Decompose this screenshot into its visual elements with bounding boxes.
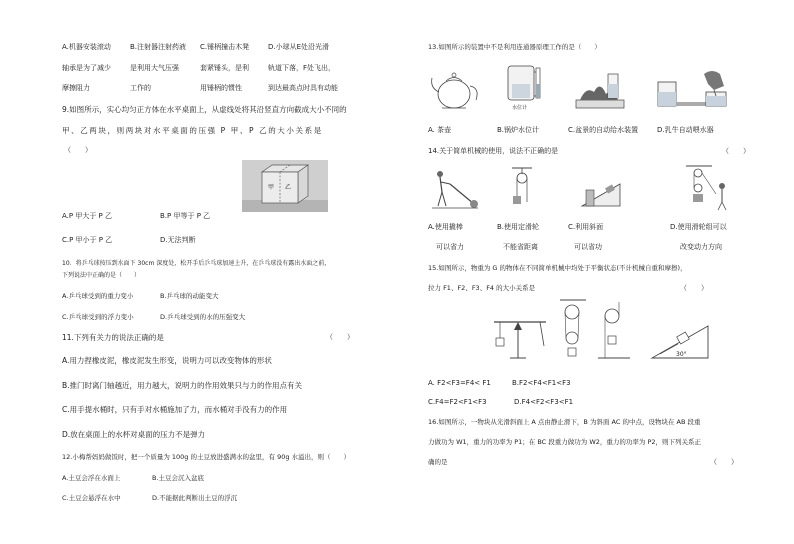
q15-option-a: A. F2<F3=F4< F1 xyxy=(428,379,491,387)
q8-option-d-line3: 到达最高点时具有动能 xyxy=(268,84,338,92)
q16-stem-line1: 16.如图所示，一物块从光滑斜面上 A 点由静止滑下，B 为斜面 AC 的中点，设物块在 AB 段重 xyxy=(428,418,701,426)
q10-stem-line2: 下列说法中正确的是（ ） xyxy=(62,272,141,279)
q10-option-d: D.乒乓球受到的水的压强变大 xyxy=(160,313,246,321)
q9-label-yi: 乙 xyxy=(285,184,292,191)
q14-option-c-line2: 可以省功 xyxy=(574,243,602,251)
q9-option-d: D.无法判断 xyxy=(160,236,196,244)
q15-pulley2-figure xyxy=(596,298,632,362)
q14-option-a-line2: 可以省力 xyxy=(436,243,464,251)
q9-label-jia: 甲 xyxy=(268,184,275,191)
q9-option-b: B.P 甲等于 P 乙 xyxy=(160,212,211,220)
q11-option-b: B.推门时离门轴越近，用力越大，说明力的作用效果只与力的作用点有关 xyxy=(62,381,303,390)
q10-option-c: C.乒乓球受到的浮力变小 xyxy=(62,313,134,321)
teapot-figure xyxy=(430,64,482,114)
q14-answer-paren: （ ） xyxy=(722,147,750,155)
q14-option-d-line1: D.使用滑轮组可以 xyxy=(670,223,727,231)
q13-stem: 13.如图所示的装置中不是利用连通器原理工作的是（ ） xyxy=(428,43,601,51)
q15-option-c: C.F4=F2<F1<F3 xyxy=(428,398,487,406)
q11-option-d: D.放在桌面上的水杯对桌面的压力不是弹力 xyxy=(62,430,206,439)
q14-option-b-line2: 不能省距离 xyxy=(503,243,538,251)
q16-stem-line3: 确的是 xyxy=(428,458,448,466)
q10-option-b: B.乒乓球的动能变大 xyxy=(160,292,219,300)
q13-figure-label: 水位计 xyxy=(512,105,528,111)
q11-option-c: C.用手提水桶时，只有手对水桶施加了力，而水桶对手没有力的作用 xyxy=(62,405,288,414)
q8-option-c-line3: 用锤柄的惯性 xyxy=(200,84,242,92)
q8-option-d-line1: D.小球从E处沿光滑 xyxy=(268,43,330,51)
q8-option-a-line2: 轴承是为了减少 xyxy=(62,64,111,72)
q10-option-a: A.乒乓球受到的重力变小 xyxy=(62,292,134,300)
q9-option-a: A.P 甲大于 P 乙 xyxy=(62,212,113,220)
q8-option-b-line3: 工作的 xyxy=(130,84,151,92)
bonsai-feeder-figure xyxy=(574,70,626,112)
fixed-pulley-figure xyxy=(510,166,534,212)
q12-option-b: B.土豆会沉入盆底 xyxy=(152,474,205,482)
crowbar-figure xyxy=(430,168,480,212)
q12-option-d: D.不能据此判断出土豆的浮沉 xyxy=(152,494,238,502)
q9-stem-line1: 9.如图所示，实心均匀正方体在水平桌面上，从虚线处将其沿竖直方向截成大小不同的 xyxy=(62,105,347,114)
q14-stem: 14.关于简单机械的使用，说法不正确的是 xyxy=(428,147,559,155)
q9-stem-line2: 甲、乙两块，则两块对水平桌面的压强 P 甲、P 乙的大小关系是 xyxy=(62,126,323,135)
q15-stem-line2: 拉力 F1、F2、F3、F4 的大小关系是 xyxy=(428,284,536,292)
q12-stem: 12.小梅帮妈妈做饭时，把一个质量为 100g 的土豆放进盛满水的盆里，有 90g 水溢出，则（ ） xyxy=(62,453,351,461)
q15-answer-paren: （ ） xyxy=(680,284,708,292)
pulley-block-figure xyxy=(682,164,734,212)
q12-option-c: C.土豆会悬浮在水中 xyxy=(62,494,121,502)
q15-option-d: D.F4<F2<F3<F1 xyxy=(514,398,574,406)
q9-answer-paren: （ ） xyxy=(64,146,92,154)
q14-option-a-line1: A.使用撬棒 xyxy=(428,223,463,231)
q15-stem-line1: 15.如图所示，物重为 G 的物体在不同简单机械中均处于平衡状态(不计机械自重和摩擦)， xyxy=(428,264,687,272)
q15-incline-figure xyxy=(650,320,710,362)
q8-option-b-line1: B.注射器注射药液 xyxy=(130,43,187,51)
q8-option-b-line2: 是利用大气压强 xyxy=(130,64,179,72)
q16-stem-line2: 力做功为 W1，重力的功率为 P1；在 BC 段重力做功为 W2，重力的功率为 P2，则下列关系正 xyxy=(428,438,702,446)
q15-angle-label: 30° xyxy=(676,351,687,358)
q15-lever-figure xyxy=(492,300,548,364)
q13-option-b: B.锅炉水位计 xyxy=(497,126,540,134)
boiler-gauge-figure xyxy=(504,62,544,111)
q13-option-d: D.乳牛自动喂水器 xyxy=(657,126,714,134)
q8-option-c-line2: 套紧锤头，是利 xyxy=(200,64,249,72)
q10-stem-line1: 10．将乒乓球按压到水面下 30cm 深度处，松开手后乒乓球加速上升，在乒乓球没有露出水面之前， xyxy=(62,260,331,267)
q13-option-c: C.盆景的自动给水装置 xyxy=(568,126,639,134)
q9-option-c: C.P 甲小于 P 乙 xyxy=(62,236,113,244)
q11-answer-paren: （ ） xyxy=(326,333,354,341)
q11-stem: 11.下列有关力的说法正确的是 xyxy=(62,333,164,342)
q14-option-d-line2: 改变动力方向 xyxy=(680,243,722,251)
q16-answer-paren: （ ） xyxy=(710,458,738,466)
q15-option-b: B.F2<F4<F1<F3 xyxy=(512,379,571,387)
q14-option-c-line1: C.利用斜面 xyxy=(568,223,604,231)
q8-option-c-line1: C.锤柄撞击木凳 xyxy=(200,43,250,51)
q8-option-d-line2: 轨道下落，F处飞出， xyxy=(268,64,336,72)
q15-pulley1-figure xyxy=(558,298,588,362)
cattle-waterer-figure xyxy=(654,66,734,112)
q13-option-a: A. 茶壶 xyxy=(428,126,452,134)
incline-figure xyxy=(580,176,624,210)
q8-option-a-line3: 摩擦阻力 xyxy=(62,84,90,92)
q12-option-a: A.土豆会浮在水面上 xyxy=(62,474,121,482)
q11-option-a: A.用力捏橡皮泥，橡皮泥发生形变，说明力可以改变物体的形状 xyxy=(62,356,272,365)
q14-option-b-line1: B.使用定滑轮 xyxy=(497,223,540,231)
q9-cube-figure xyxy=(242,160,328,212)
q8-option-a-line1: A.机器安装滚动 xyxy=(62,43,111,51)
